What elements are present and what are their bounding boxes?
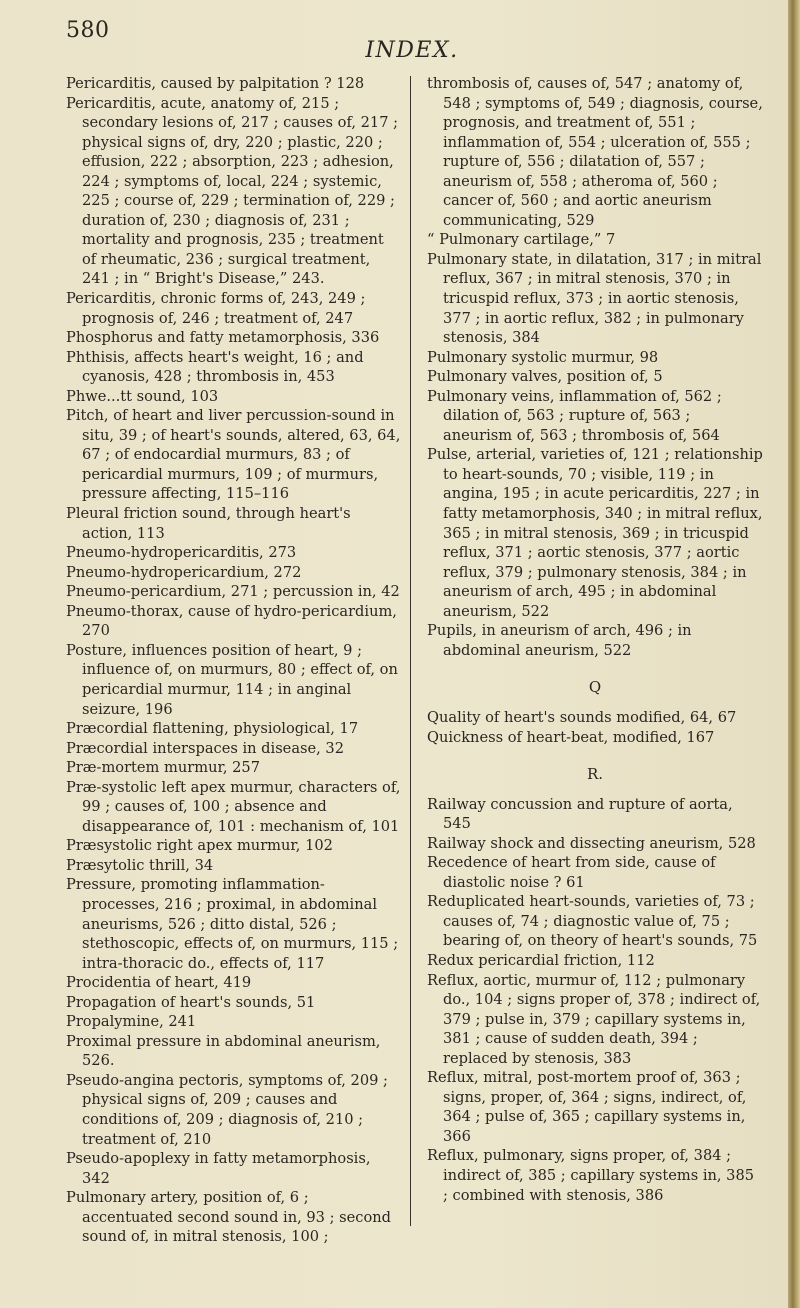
index-entry: Pseudo-apoplexy in fatty metamorphosis, 342 bbox=[66, 1150, 371, 1187]
running-head: INDEX. bbox=[365, 38, 459, 63]
page-number: 580 bbox=[66, 18, 110, 43]
index-entry: Præcordial flattening, physiological, 17 bbox=[66, 720, 359, 738]
index-entry: Reduplicated heart-sounds, varieties of, 73 ; causes of, 74 ; diagnostic value of, 75 ; bearing of, on theory of heart's sounds, 75 bbox=[427, 893, 758, 950]
index-entry: Recedence of heart from side, cause of diastolic noise ? 61 bbox=[427, 854, 716, 891]
index-entry: Pericarditis, caused by palpitation ? 128 bbox=[66, 75, 365, 92]
index-entry: Pulmonary systolic murmur, 98 bbox=[427, 348, 659, 366]
index-entry: Pulmonary artery, position of, 6 ; accentuated second sound in, 93 ; second sound of, in mitral stenosis, 100 ; bbox=[66, 1189, 391, 1246]
index-entry: Procidentia of heart, 419 bbox=[66, 974, 252, 992]
index-entry: Præ-mortem murmur, 257 bbox=[66, 759, 260, 777]
index-entry: Pressure, promoting inflammation-processes, 216 ; proximal, in abdominal aneurisms, 526 ; ditto distal, 526 ; stethoscopic, effects of, on murmurs, 115 ; intra-thoracic do., effects of, 117 bbox=[66, 876, 399, 972]
page-edge bbox=[788, 0, 800, 1308]
section-letter-r: R. bbox=[586, 765, 604, 784]
index-entry: Pulse, arterial, varieties of, 121 ; relationship to heart-sounds, 70 ; visible, 119 ; in angina, 195 ; in acute pericarditis, 227 ; in fatty metamorphosis, 340 ; in mitral reflux, 365 ; in mitral stenosis, 369 ; in tricuspid reflux, 371 ; aortic stenosis, 377 ; aortic reflux, 379 ; pulmonary stenosis, 384 ; in aneurism of arch, 495 ; in abdominal aneurism, 522 bbox=[427, 446, 763, 620]
index-entry: Pseudo-angina pectoris, symptoms of, 209 ; physical signs of, 209 ; causes and conditions of, 209 ; diagnosis of, 210 ; treatment of, 210 bbox=[66, 1071, 388, 1148]
index-entry: Railway concussion and rupture of aorta, 545 bbox=[427, 795, 733, 833]
index-entry: Pulmonary veins, inflammation of, 562 ; dilation of, 563 ; rupture of, 563 ; aneurism of, 563 ; thrombosis of, 564 bbox=[427, 387, 722, 444]
index-entry: Præsytolic thrill, 34 bbox=[66, 856, 214, 874]
index-entry: Pericarditis, chronic forms of, 243, 249 ; prognosis of, 246 ; treatment of, 247 bbox=[66, 290, 366, 327]
index-entry: Quickness of heart-beat, modified, 167 bbox=[427, 728, 715, 746]
index-entry: Præsystolic right apex murmur, 102 bbox=[66, 837, 333, 855]
index-entry: Pneumo-thorax, cause of hydro-pericardium, 270 bbox=[66, 602, 397, 640]
index-entry: Posture, influences position of heart, 9 ; influence of, on murmurs, 80 ; effect of, on pericardial murmur, 114 ; in anginal seizure, 196 bbox=[66, 641, 398, 718]
entries-r bbox=[427, 795, 763, 1205]
index-entry: Phwe...tt sound, 103 bbox=[66, 387, 219, 405]
index-entry: Pulmonary valves, position of, 5 bbox=[427, 368, 663, 386]
index-column-left bbox=[66, 74, 402, 1247]
index-entry: Pleural friction sound, through heart's action, 113 bbox=[66, 505, 351, 542]
page-header bbox=[66, 18, 758, 63]
index-entry: Proximal pressure in abdominal aneurism, 526. bbox=[66, 1032, 381, 1070]
index-entry: Phthisis, affects heart's weight, 16 ; and cyanosis, 428 ; thrombosis in, 453 bbox=[66, 348, 364, 386]
entries-p-continued bbox=[427, 74, 763, 660]
index-entry: Pneumo-pericardium, 271 ; percussion in, 42 bbox=[66, 583, 400, 601]
index-entry: Railway shock and dissecting aneurism, 528 bbox=[427, 834, 756, 852]
index-entry: Reflux, pulmonary, signs proper, of, 384 ; indirect of, 385 ; capillary systems in, 385 ; combined with stenosis, 386 bbox=[427, 1147, 755, 1204]
column-divider bbox=[410, 76, 411, 1226]
index-entry: Pericarditis, acute, anatomy of, 215 ; secondary lesions of, 217 ; causes of, 217 ; physical signs of, dry, 220 ; plastic, 220 ; effusion, 222 ; absorption, 223 ; adhesion, 224 ; symptoms of, local, 224 ; systemic, 225 ; course of, 229 ; termination of, 229 ; duration of, 230 ; diagnosis of, 231 ; mortality and prognosis, 235 ; treatment of rheumatic, 236 ; surgical treatment, 241 ; in “ Bright's Disease,” 243. bbox=[66, 94, 399, 288]
index-entry: Quality of heart's sounds modified, 64, 67 bbox=[427, 708, 737, 726]
index-entry: Reflux, aortic, murmur of, 112 ; pulmonary do., 104 ; signs proper of, 378 ; indirect of, 379 ; pulse in, 379 ; capillary systems in, 381 ; cause of sudden death, 394 ; replaced by stenosis, 383 bbox=[427, 971, 761, 1067]
index-entry: Reflux, mitral, post-mortem proof of, 363 ; signs, proper, of, 364 ; signs, indirect, of, 364 ; pulse of, 365 ; capillary systems in, 366 bbox=[427, 1069, 747, 1145]
index-entry: Propalymine, 241 bbox=[66, 1013, 197, 1031]
index-entry: Phosphorus and fatty metamorphosis, 336 bbox=[66, 329, 380, 347]
entries-q bbox=[427, 708, 763, 747]
index-entry: Præcordial interspaces in disease, 32 bbox=[66, 739, 344, 757]
index-entry: Pulmonary state, in dilatation, 317 ; in mitral reflux, 367 ; in mitral stenosis, 370 ; in tricuspid reflux, 373 ; in aortic stenosis, 377 ; in aortic reflux, 382 ; in pulmonary stenosis, 384 bbox=[427, 250, 762, 347]
index-entry: “ Pulmonary cartilage,” 7 bbox=[427, 231, 616, 249]
index-entry: thrombosis of, causes of, 547 ; anatomy of, 548 ; symptoms of, 549 ; diagnosis, course, prognosis, and treatment of, 551 ; inflammation of, 554 ; ulceration of, 555 ; rupture of, 556 ; dilatation of, 557 ; aneurism of, 558 ; atheroma of, 560 ; cancer of, 560 ; and aortic aneurism communicating, 529 bbox=[427, 75, 763, 229]
index-entry: Redux pericardial friction, 112 bbox=[427, 951, 655, 969]
index-entry: Propagation of heart's sounds, 51 bbox=[66, 993, 316, 1011]
index-entry: Pupils, in aneurism of arch, 496 ; in abdominal aneurism, 522 bbox=[427, 622, 692, 659]
index-entry: Pneumo-hydropericarditis, 273 bbox=[66, 544, 297, 562]
index-entry: Pneumo-hydropericardium, 272 bbox=[66, 563, 302, 581]
section-letter-q: Q bbox=[588, 678, 602, 697]
index-column-right bbox=[427, 74, 763, 1205]
index-entry: Præ-systolic left apex murmur, characters of, 99 ; causes of, 100 ; absence and disappearance of, 101 : mechanism of, 101 bbox=[66, 778, 401, 835]
index-entry: Pitch, of heart and liver percussion-sound in situ, 39 ; of heart's sounds, altered, 63, 64, 67 ; of endocardial murmurs, 83 ; of pericardial murmurs, 109 ; of murmurs, pressure affecting, 115–116 bbox=[66, 407, 401, 503]
